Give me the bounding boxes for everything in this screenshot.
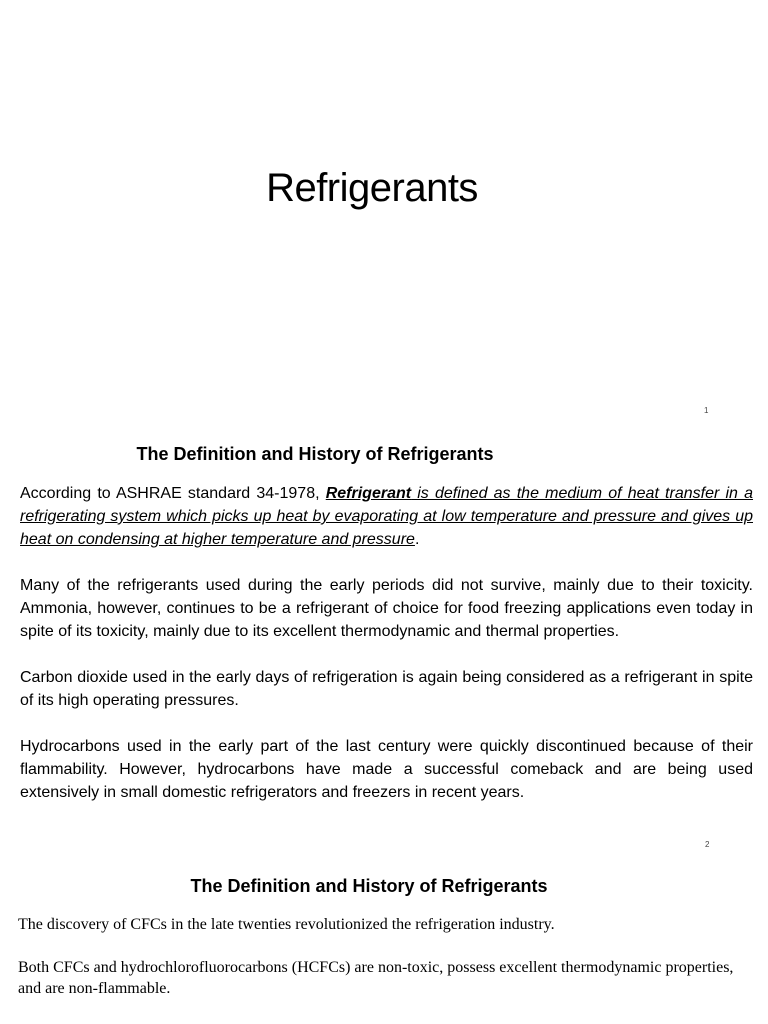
definition-term: Refrigerant xyxy=(325,485,412,502)
slide-2 xyxy=(0,432,768,864)
slide-body xyxy=(20,482,753,827)
paragraph-ammonia: Many of the refrigerants used during the early periods did not survive, mainly due to their toxicity. Ammonia, however, continues to be a refrigerant of choice for food freezing applications even today in spite of its toxicity, mainly due to its excellent thermodynamic and thermal properties. xyxy=(20,577,753,640)
paragraph-cfc-hcfc-properties: Both CFCs and hydrochlorofluorocarbons (HCFCs) are non-toxic, possess excellent thermodynamic properties, and are non-flammable. xyxy=(18,959,734,997)
definition-suffix: . xyxy=(414,531,420,548)
slide-3 xyxy=(0,864,768,1024)
paragraph-cfc-discovery: The discovery of CFCs in the late twenties revolutionized the refrigeration industry. xyxy=(18,916,555,933)
page-number: 2 xyxy=(705,840,710,849)
definition-text: is defined as the medium of heat transfer in a refrigerating system which picks up heat by evaporating at low temperature and pressure and gives up heat on condensing at higher temperature and pressure xyxy=(20,485,754,548)
definition-prefix: According to ASHRAE standard 34-1978, xyxy=(20,485,326,502)
slide-heading: The Definition and History of Refrigerants xyxy=(136,444,494,464)
page-number: 1 xyxy=(704,406,709,415)
paragraph-carbon-dioxide: Carbon dioxide used in the early days of refrigeration is again being considered as a refrigerant in spite of its high operating pressures. xyxy=(20,669,753,709)
slide-body xyxy=(18,914,738,1021)
slide-heading: The Definition and History of Refrigerants xyxy=(190,876,548,896)
slide-title: Refrigerants xyxy=(266,166,478,210)
paragraph-hydrocarbons: Hydrocarbons used in the early part of the last century were quickly discontinued because of their flammability. However, hydrocarbons have made a successful comeback and are being used extensively in small domestic refrigerators and freezers in recent years. xyxy=(20,738,753,801)
slide-1 xyxy=(0,0,768,432)
definition-paragraph xyxy=(20,482,753,551)
